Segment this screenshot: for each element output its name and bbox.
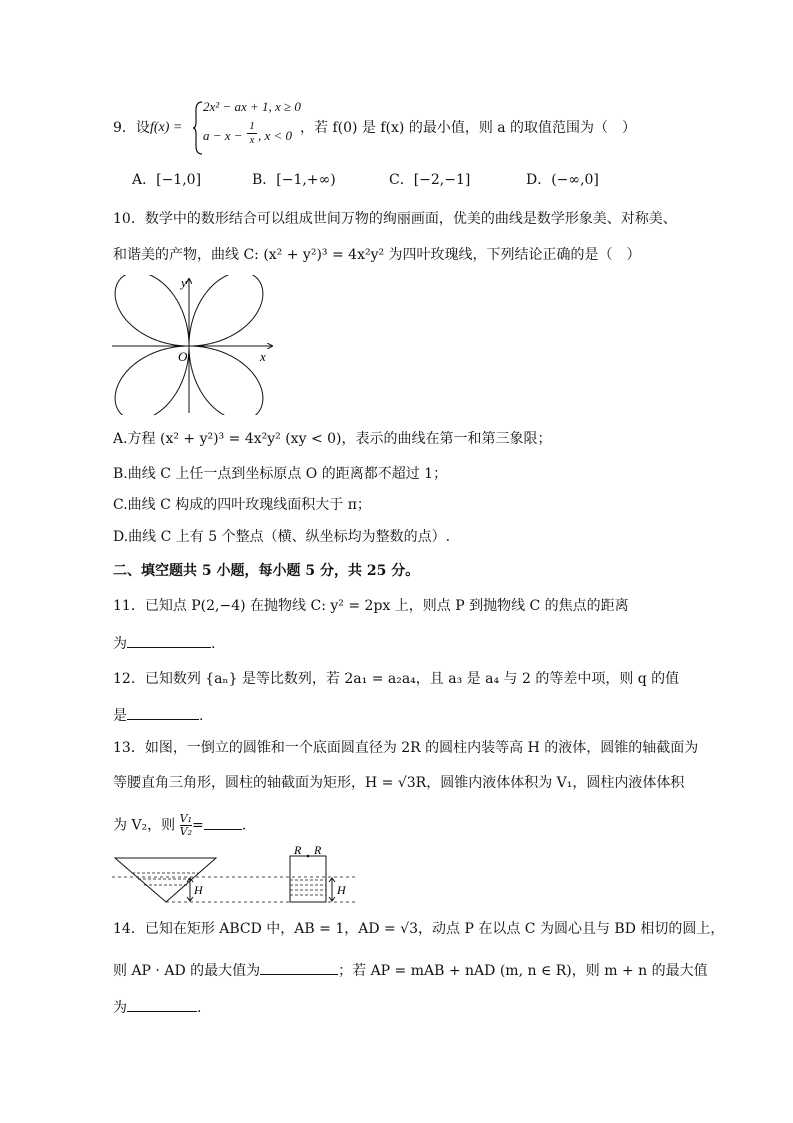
q9-prefix: 9．设 (113, 120, 150, 136)
q9-piece2-a: a − x − (203, 128, 243, 143)
q13-frac-num: V₁ (179, 812, 192, 825)
cylinder-h-label: H (337, 883, 346, 897)
q14-prefix: 为 (113, 1000, 127, 1016)
q12-answer-blank[interactable] (127, 705, 199, 720)
cone-h-label: H (194, 883, 203, 897)
origin-label: O (178, 349, 188, 364)
q14-answer-blank-2[interactable] (127, 997, 197, 1012)
q10-line2: 和谐美的产物，曲线 C: (x² + y²)³ = 4x²y² 为四叶玫瑰线，下列结论正确的是（ ） (113, 247, 641, 263)
q10-option-c: C.曲线 C 构成的四叶玫瑰线面积大于 π； (113, 497, 371, 513)
q9-piece1: 2x² − ax + 1, x ≥ 0 (203, 99, 301, 114)
q10-line1: 10．数学中的数形结合可以组成世间万物的绚丽画面，优美的曲线是数学形象美、对称美、 (113, 211, 677, 227)
q11-suffix: . (211, 636, 216, 652)
q11-line2 (113, 633, 215, 654)
q13-prefix: 为 V₂，则 (113, 817, 176, 834)
q10-option-d: D.曲线 C 上有 5 个整点（横、纵坐标均为整数的点）. (113, 529, 451, 545)
q12-line1: 12．已知数列 {aₙ} 是等比数列，若 2a₁ = a₂a₄，且 a₃ 是 a₄ 与 2 的等差中项，则 q 的值 (113, 671, 680, 687)
q13-answer-blank[interactable] (204, 815, 242, 830)
q12-suffix: . (199, 708, 204, 724)
q9-option-b: B．[−1,+∞) (252, 172, 336, 188)
q14-line1: 14．已知在矩形 ABCD 中，AB = 1，AD = √3，动点 P 在以点 C 为圆心且与 BD 相切的圆上， (113, 921, 725, 937)
q13-eq: = (192, 817, 204, 834)
q14-line2-a: 则 AP · AD 的最大值为 (113, 963, 261, 979)
q9-option-a: A．[−1,0] (132, 172, 202, 188)
q13-suffix: . (241, 817, 247, 834)
q11-prefix: 为 (113, 636, 127, 652)
q11-answer-blank[interactable] (127, 633, 211, 648)
y-axis-label: y (181, 275, 187, 290)
q11-line1: 11．已知点 P(2,−4) 在抛物线 C: y² = 2px 上，则点 P 到抛物线 C 的焦点的距离 (113, 598, 629, 614)
q9-fx-label: f(x) = (150, 120, 183, 135)
q10-option-a: A.方程 (x² + y²)³ = 4x²y² (xy < 0)，表示的曲线在第一和第三象限； (113, 431, 552, 447)
q13-line2: 等腰直角三角形，圆柱的轴截面为矩形，H = √3R，圆锥内液体体积为 V₁，圆柱内液体体积 (113, 775, 685, 791)
q14-line3 (113, 997, 201, 1018)
q14-answer-blank-1[interactable] (260, 960, 338, 975)
q13-line3 (113, 813, 246, 838)
q10-option-b: B.曲线 C 上任一点到坐标原点 O 的距离都不超过 1； (113, 466, 448, 482)
q9-option-c: C．[−2,−1] (389, 172, 471, 188)
q12-prefix: 是 (113, 708, 127, 724)
q13-fraction (180, 813, 192, 838)
q9-piece2-b: , x < 0 (258, 128, 293, 143)
four-leaf-rose-graph (112, 275, 277, 415)
x-axis-label: x (260, 349, 266, 364)
q9-option-d: D．(−∞,0] (526, 172, 599, 188)
q13-frac-den: V₂ (179, 825, 192, 838)
q14-suffix: . (197, 1000, 202, 1016)
cylinder-r-label-right: R (314, 843, 322, 857)
q12-line2 (113, 705, 203, 726)
section-2-heading: 二、填空题共 5 小题，每小题 5 分，共 25 分。 (113, 563, 420, 579)
q9-suffix: ，若 f(0) 是 f(x) 的最小值，则 a 的取值范围为（ ） (300, 120, 637, 136)
q14-line2-b: ；若 AP = mAB + nAD (m, n ∈ R)，则 m + n 的最大值 (338, 963, 708, 979)
q9-frac (247, 120, 257, 147)
cone-cylinder-figure (112, 842, 362, 904)
cylinder-r-label-left: R (294, 843, 302, 857)
q9-frac-den: x (249, 134, 255, 146)
q9-frac-num: 1 (247, 120, 257, 134)
q13-line1: 13．如图，一倒立的圆锥和一个底面圆直径为 2R 的圆柱内装等高 H 的液体，圆锥的轴截面为 (113, 740, 699, 756)
q14-line2 (113, 960, 708, 981)
